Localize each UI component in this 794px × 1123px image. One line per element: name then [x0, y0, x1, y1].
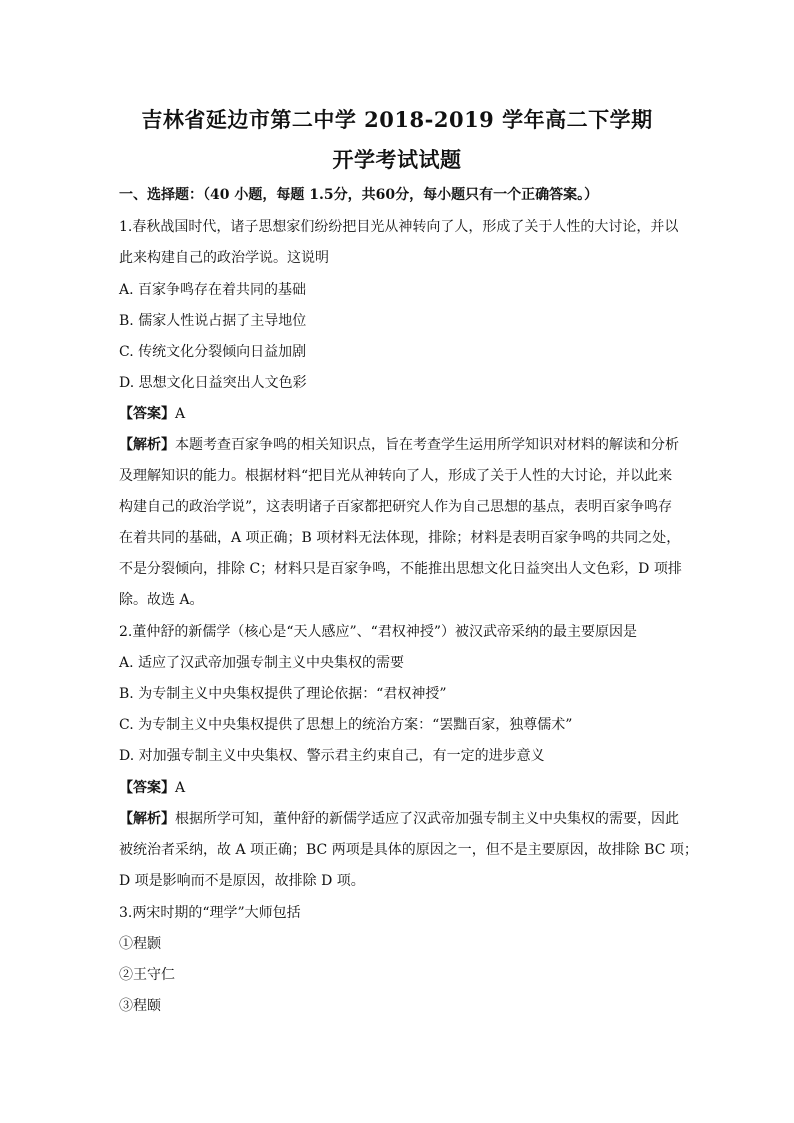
q1-answer [119, 405, 679, 423]
q2-answer [119, 779, 679, 797]
q1-stem-line-1: 1.春秋战国时代，诸子思想家们纷纷把目光从神转向了人，形成了关于人性的大讨论，并以 [119, 219, 679, 235]
q1-option-c: C. 传统文化分裂倾向日益加剧 [119, 344, 307, 360]
q1-analysis-line-6: 除。故选 A。 [119, 592, 204, 608]
q1-analysis-line-2: 及理解知识的能力。根据材料“把目光从神转向了人，形成了关于人性的大讨论，并以此来 [119, 468, 673, 484]
q1-analysis-line-3: 构建自己的政治学说”，这表明诸子百家都把研究人作为自己思想的基点，表明百家争鸣存 [119, 499, 673, 515]
q2-analysis-line-3: D 项是影响而不是原因，故排除 D 项。 [119, 873, 365, 889]
q1-option-a: A. 百家争鸣存在着共同的基础 [119, 282, 307, 298]
q2-analysis-text-1: 根据所学可知，董仲舒的新儒学适应了汉武帝加强专制主义中央集权的需要，因此 [175, 811, 679, 827]
q1-option-b: B. 儒家人性说占据了主导地位 [119, 313, 307, 329]
q1-analysis-line-1 [119, 436, 679, 454]
q3-option-1: ①程颢 [119, 936, 161, 952]
document-title-line-2: 开学考试试题 [332, 147, 462, 172]
section-heading: 一、选择题：（40 小题，每题 1.5分，共60分，每小题只有一个正确答案。） [119, 187, 599, 203]
q2-option-a: A. 适应了汉武帝加强专制主义中央集权的需要 [119, 655, 405, 671]
analysis-tag: 【解析】 [119, 437, 175, 453]
document-title-line-1: 吉林省延边市第二中学 2018-2019 学年高二下学期 [141, 107, 653, 132]
q3-option-2: ②王守仁 [119, 967, 175, 983]
q1-stem-line-2: 此来构建自己的政治学说。这说明 [119, 250, 329, 266]
q2-option-b: B. 为专制主义中央集权提供了理论依据：“君权神授” [119, 686, 447, 702]
q2-option-c: C. 为专制主义中央集权提供了思想上的统治方案：“罢黜百家，独尊儒术” [119, 717, 573, 733]
q1-option-d: D. 思想文化日益突出人文色彩 [119, 375, 307, 391]
q3-stem-line-1: 3.两宋时期的“理学”大师包括 [119, 905, 301, 921]
q1-analysis-line-5: 不是分裂倾向，排除 C；材料只是百家争鸣，不能推出思想文化日益突出人文色彩，D 项排 [119, 561, 682, 577]
q2-analysis-line-1 [119, 810, 679, 828]
q1-analysis-text-1: 本题考查百家争鸣的相关知识点，旨在考查学生运用所学知识对材料的解读和分析 [175, 437, 679, 453]
q2-analysis-line-2: 被统治者采纳，故 A 项正确；BC 两项是具体的原因之一，但不是主要原因，故排除 BC 项； [119, 842, 698, 858]
q1-analysis-line-4: 在着共同的基础，A 项正确；B 项材料无法体现，排除；材料是表明百家争鸣的共同之处， [119, 530, 681, 546]
answer-tag: 【答案】 [119, 406, 175, 422]
q3-option-3: ③程颐 [119, 998, 161, 1014]
answer-tag: 【答案】 [119, 780, 175, 796]
q2-answer-value: A [175, 780, 186, 796]
q1-answer-value: A [175, 406, 186, 422]
q2-option-d: D. 对加强专制主义中央集权、警示君主约束自己，有一定的进步意义 [119, 748, 545, 764]
q2-stem-line-1: 2.董仲舒的新儒学（核心是“天人感应”、“君权神授”）被汉武帝采纳的最主要原因是 [119, 624, 637, 640]
analysis-tag: 【解析】 [119, 811, 175, 827]
